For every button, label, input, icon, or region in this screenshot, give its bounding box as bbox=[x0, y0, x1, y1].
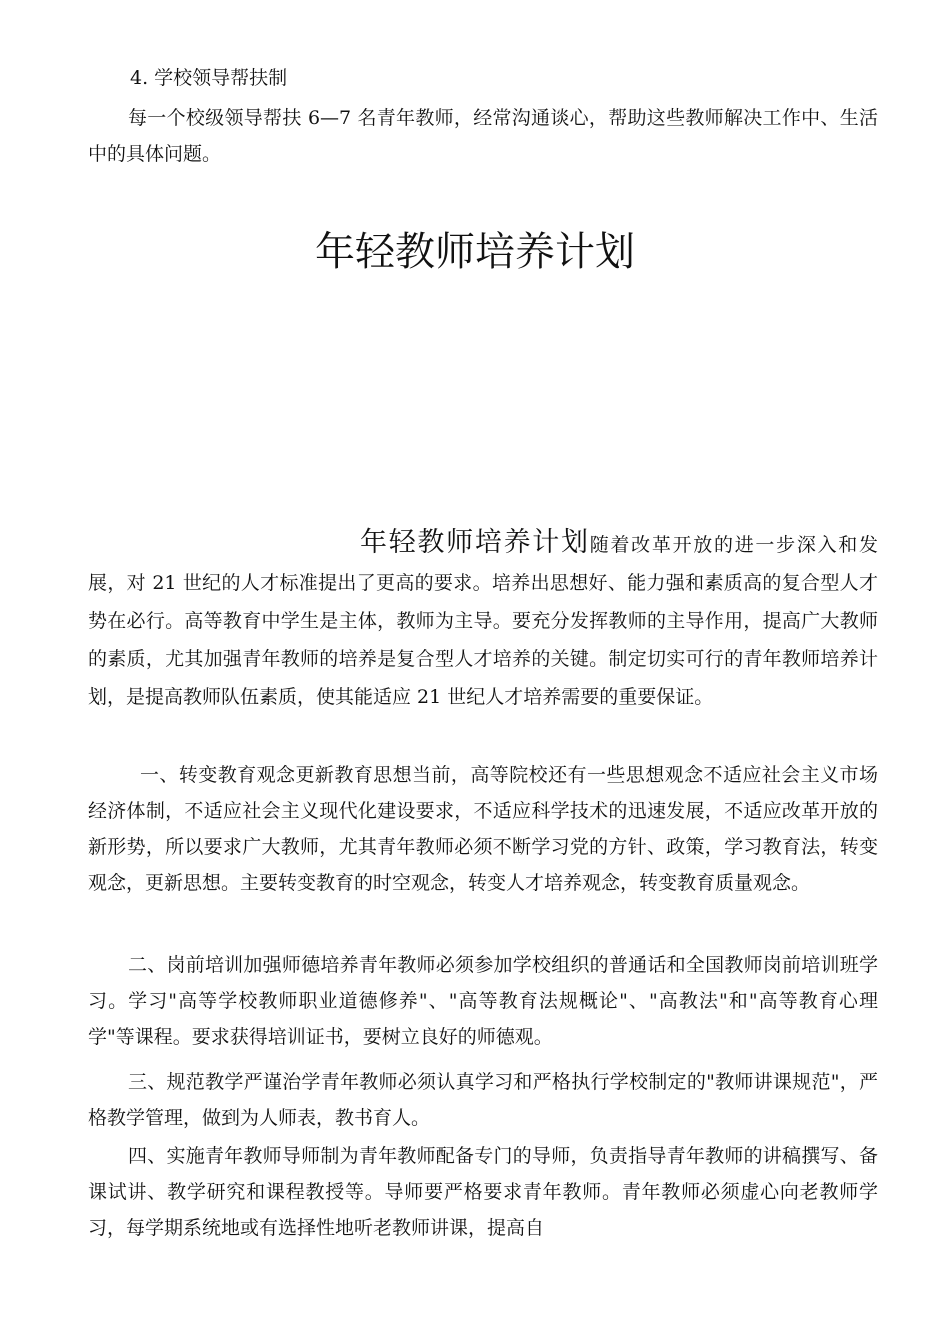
paragraph-2: 二、岗前培训加强师德培养青年教师必须参加学校组织的普通话和全国教师岗前培训班学习。学习"高等学校教师职业道德修养"、"高等教育法规概论"、"高教法"和"高等教育心理学"等课程。要求获得培训证书，要树立良好的师德观。 bbox=[88, 954, 878, 1048]
paragraph-1: 一、转变教育观念更新教育思想当前，高等院校还有一些思想观念不适应社会主义市场经济体制，不适应社会主义现代化建设要求，不适应科学技术的迅速发展，不适应改革开放的新形势，所以要求广大教师，尤其青年教师必须不断学习党的方针、政策，学习教育法，转变观念，更新思想。主要转变教育的时空观念，转变人才培养观念，转变教育质量观念。 bbox=[88, 764, 878, 894]
inline-title: 年轻教师培养计划 bbox=[360, 527, 590, 558]
intro-paragraph bbox=[88, 524, 878, 716]
intro-text: 随着改革开放的进一步深入和发展，对 21 世纪的人才标准提出了更高的要求。培养出思想好、能力强和素质高的复合型人才势在必行。高等教育中学生是主体，教师为主导。要充分发挥教师的主导作用，提高广大教师的素质，尤其加强青年教师的培养是复合型人才培养的关键。制定切实可行的青年教师培养计划，是提高教师队伍素质，使其能适应 21 世纪人才培养需要的重要保证。 bbox=[88, 534, 878, 708]
section-paragraph: 每一个校级领导帮扶 6—7 名青年教师，经常沟通谈心，帮助这些教师解决工作中、生活中的具体问题。 bbox=[88, 107, 878, 165]
section-heading: 4. 学校领导帮扶制 bbox=[130, 67, 288, 89]
paragraph-3: 三、规范教学严谨治学青年教师必须认真学习和严格执行学校制定的"教师讲课规范"，严格教学管理，做到为人师表，教书育人。 bbox=[88, 1071, 878, 1129]
document-title: 年轻教师培养计划 bbox=[315, 229, 635, 275]
paragraph-4: 四、实施青年教师导师制为青年教师配备专门的导师，负责指导青年教师的讲稿撰写、备课试讲、教学研究和课程教授等。导师要严格要求青年教师。青年教师必须虚心向老教师学习，每学期系统地或有选择性地听老教师讲课，提高自 bbox=[88, 1145, 878, 1239]
